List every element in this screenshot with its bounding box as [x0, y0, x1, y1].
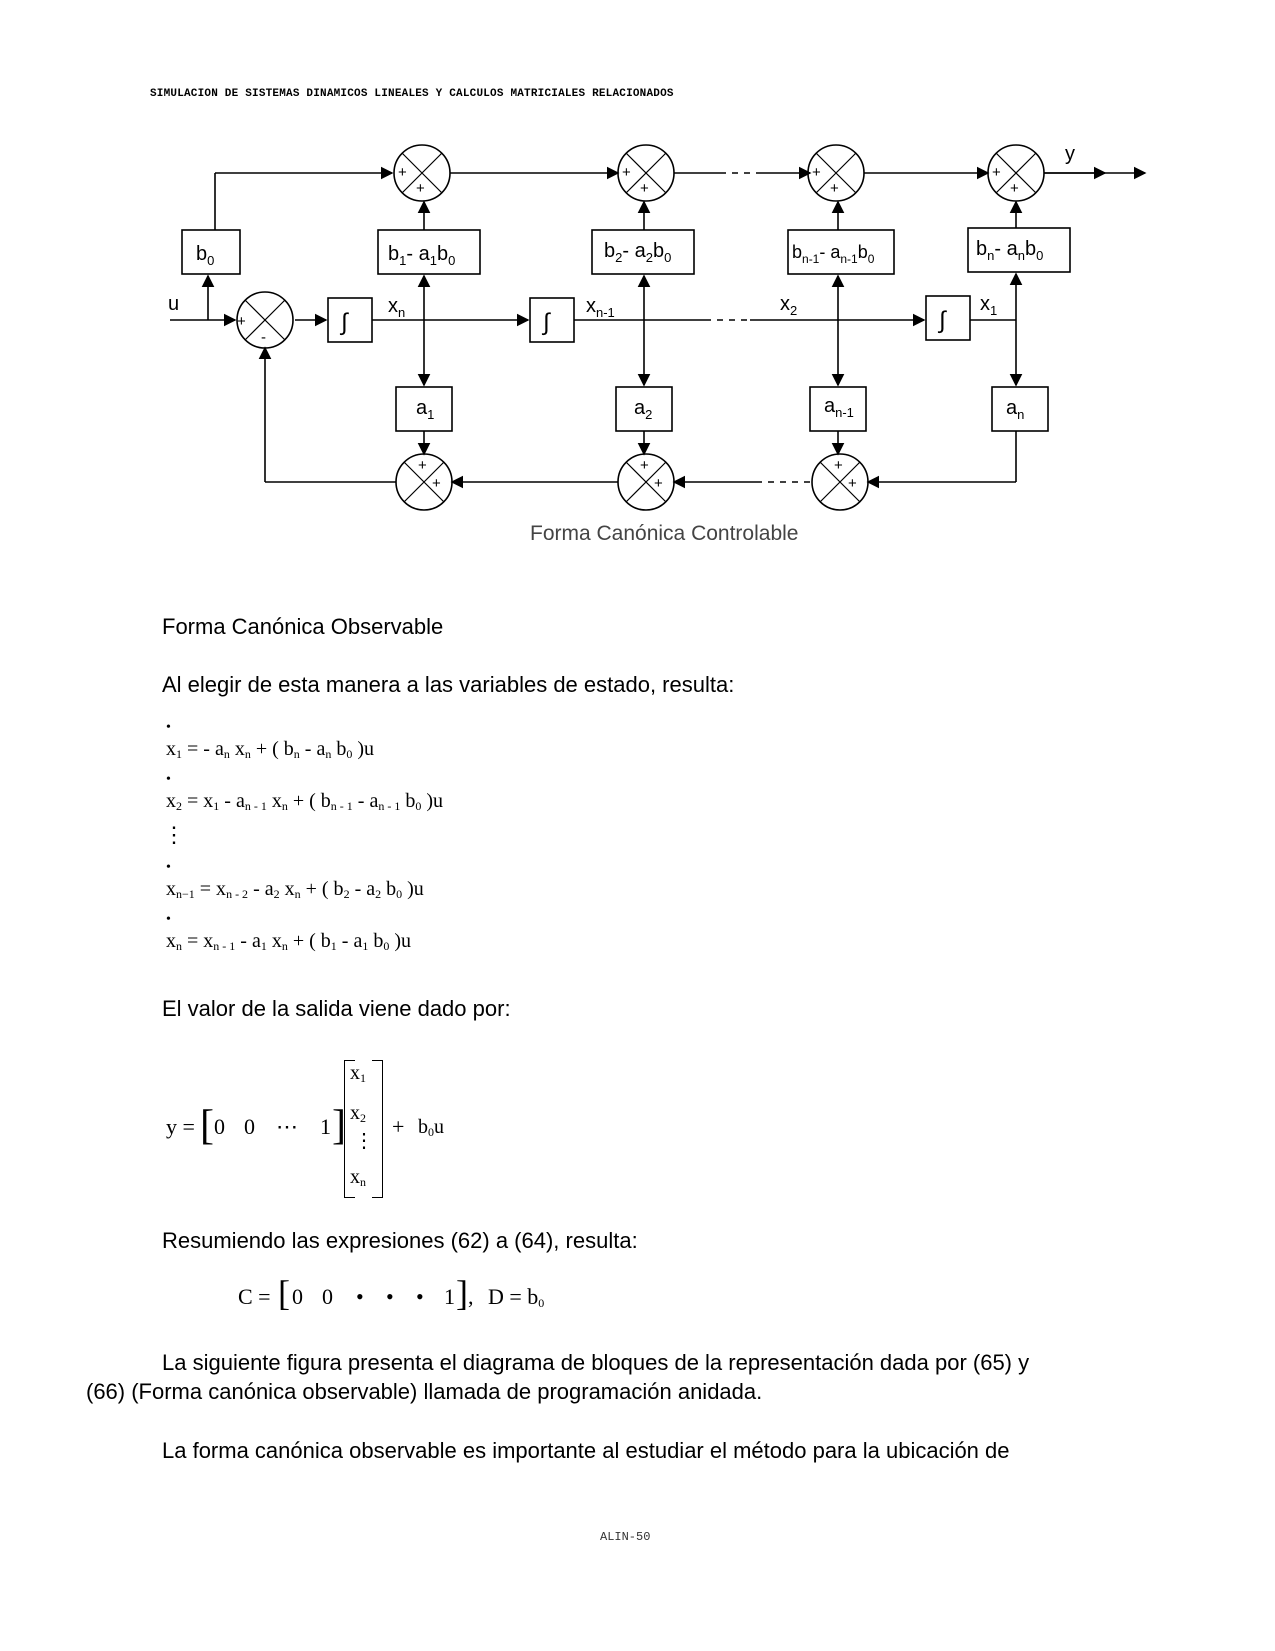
paragraph-importance: La forma canónica observable es importante al estudiar el método para la ubicación de — [162, 1438, 1010, 1463]
sign-plus: + — [812, 164, 821, 181]
bn-label: $b_n-$ $a_nb_0$ — [976, 238, 1044, 263]
sign-plus: + — [237, 313, 246, 330]
sign-plus: + — [398, 164, 407, 181]
row-entry: 0 — [214, 1114, 225, 1139]
row-entry: 0 — [244, 1114, 255, 1139]
running-header: SIMULACION DE SISTEMAS DINAMICOS LINEALES Y CALCULOS MATRICIALES RELACIONADOS — [150, 88, 674, 100]
sign-plus: + — [640, 180, 649, 197]
feedthrough-term: b0u — [418, 1116, 444, 1139]
sign-plus: + — [848, 475, 857, 492]
state-x1: $x_1$ — [980, 293, 998, 318]
c-entry: • — [416, 1284, 424, 1309]
c-bracket-left: [ — [278, 1273, 290, 1313]
integrator-1 — [328, 298, 372, 342]
d-equation: D = b0 — [488, 1284, 545, 1310]
integral-n: ∫ — [939, 307, 946, 334]
sign-plus: + — [622, 164, 631, 181]
output-lhs: y = — [166, 1114, 195, 1139]
c-lhs: C = — [238, 1284, 271, 1309]
section-title: Forma Canónica Observable — [162, 614, 444, 639]
integrator-n — [926, 296, 970, 340]
row-entry: 1 — [320, 1114, 331, 1139]
an1-label: $a_{n-1}$ — [824, 395, 854, 420]
plus-sign: + — [392, 1114, 405, 1139]
output-intro: El valor de la salida viene dado por: — [162, 996, 511, 1021]
b2-label: $b_2-$ $a_2b_0$ — [604, 240, 672, 265]
c-entry: 1 — [444, 1284, 455, 1309]
state-equation-n: xn = xn - 1 - a1 xn + ( b1 - a1 b0 )u — [166, 930, 411, 953]
b0-label: $b_0$ — [196, 243, 215, 268]
sign-plus: + — [992, 164, 1001, 181]
state-x2: $x_2$ — [780, 293, 798, 318]
sign-plus: + — [834, 457, 843, 474]
an-label: $a_n$ — [1006, 397, 1025, 422]
summary-paragraph: Resumiendo las expresiones (62) a (64), resulta: — [162, 1228, 638, 1253]
c-bracket-right: ] — [456, 1273, 468, 1313]
derivative-dot: • — [166, 772, 171, 787]
a1-label: $a_1$ — [416, 397, 435, 422]
b1-label: $b_1-$ $a_1b_0$ — [388, 243, 456, 268]
output-equation — [166, 1056, 486, 1206]
sign-plus: + — [418, 457, 427, 474]
c-entry: • — [356, 1284, 364, 1309]
derivative-dot: • — [166, 860, 171, 875]
sign-plus: + — [640, 457, 649, 474]
state-equation-1: x1 = - an xn + ( bn - an b0 )u — [166, 738, 374, 761]
sign-plus: + — [1010, 180, 1019, 197]
sign-plus: + — [416, 180, 425, 197]
vertical-ellipsis: ⋮ — [163, 822, 185, 847]
paragraph-figure-intro-line1: La siguiente figura presenta el diagrama de bloques de la representación dada por (65) y — [162, 1350, 1030, 1375]
diagram-caption: Forma Canónica Controlable — [530, 522, 799, 545]
sign-plus: + — [654, 475, 663, 492]
integral-1: ∫ — [341, 309, 348, 336]
state-xn1: $x_{n-1}$ — [586, 295, 615, 320]
sign-plus: + — [830, 180, 839, 197]
state-equation-2: x2 = x1 - an - 1 xn + ( bn - 1 - an - 1 b0 )u — [166, 790, 443, 813]
row-bracket-right: ] — [332, 1103, 346, 1149]
integral-2: ∫ — [543, 309, 550, 336]
col-entry: ⋮ — [354, 1130, 374, 1152]
col-entry: xn — [350, 1166, 366, 1189]
integrator-2 — [530, 298, 574, 342]
c-entry: • — [386, 1284, 394, 1309]
controllable-canonical-block-diagram — [160, 140, 1150, 560]
derivative-dot: • — [166, 720, 171, 735]
bn1-label: $b_{n-1}-$ $a_{n-1}b_0$ — [792, 242, 875, 266]
cd-equation — [238, 1274, 598, 1324]
c-entry: 0 — [322, 1284, 333, 1309]
state-equation-n-1: xn−1 = xn - 2 - a2 xn + ( b2 - a2 b0 )u — [166, 878, 424, 901]
row-bracket-left: [ — [200, 1103, 214, 1149]
paragraph-figure-intro-line2: (66) (Forma canónica observable) llamada de programación anidada. — [86, 1379, 763, 1404]
c-entry: 0 — [292, 1284, 303, 1309]
col-entry: x2 — [350, 1102, 366, 1125]
row-entry: ⋯ — [276, 1114, 298, 1139]
a2-label: $a_2$ — [634, 397, 653, 422]
intro-paragraph: Al elegir de esta manera a las variables de estado, resulta: — [162, 672, 735, 697]
label-y: y — [1065, 143, 1075, 165]
state-xn: $x_n$ — [388, 295, 406, 320]
col-entry: x1 — [350, 1062, 366, 1085]
label-u: u — [168, 293, 180, 315]
derivative-dot: • — [166, 912, 171, 927]
sign-plus: + — [432, 475, 441, 492]
separator: , — [468, 1284, 474, 1309]
sign-minus: - — [261, 329, 266, 346]
page-number: ALIN-50 — [600, 1530, 651, 1544]
